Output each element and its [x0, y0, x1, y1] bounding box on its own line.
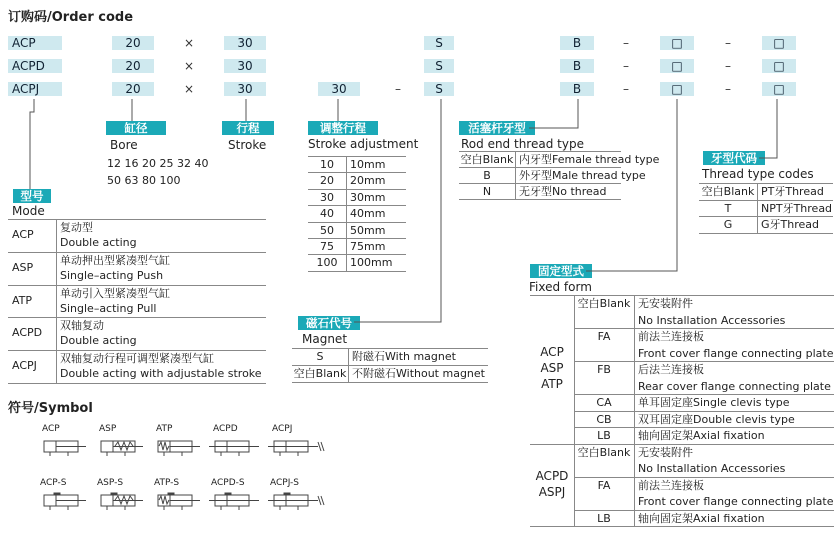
stroke-adj-code: 50 — [320, 223, 334, 237]
fixed-en: Front cover flange connecting plate — [638, 346, 834, 360]
stroke-label: 行程 — [222, 121, 274, 135]
order-dash-1: – — [623, 59, 629, 73]
symbol-label-s: ACP-S — [40, 478, 67, 488]
stroke-adj-desc: 20mm — [350, 174, 386, 188]
order-times-sign: × — [184, 82, 195, 96]
fixed-cn: 前法兰连接板 — [638, 478, 704, 492]
magnet-connector — [354, 99, 441, 322]
fixed-code: LB — [597, 511, 611, 525]
magnet-code: S — [316, 350, 324, 363]
cylinder-symbol-icon — [268, 490, 328, 512]
magnet-desc: 附磁石With magnet — [352, 350, 456, 363]
fixed-cn: 轴向固定架Axial fixation — [638, 511, 765, 525]
fixed-model: ASP — [540, 361, 564, 376]
order-rod-cell: B — [560, 59, 594, 73]
rod-thread-en: Rod end thread type — [461, 137, 584, 151]
fixed-model: ACPD — [535, 468, 569, 483]
fixed-cn: 无安装附件 — [638, 297, 693, 310]
symbol-label-s: ATP-S — [154, 478, 180, 488]
thread-code-desc: PT牙Thread — [761, 185, 824, 198]
fixed-code: FA — [597, 330, 611, 343]
order-dash-2: – — [725, 82, 731, 96]
symbol-label: ACPD — [213, 424, 238, 434]
fixed-code: CA — [596, 396, 612, 409]
fixed-code: 空白Blank — [577, 297, 631, 310]
fixed-form-label: 固定型式 — [530, 264, 592, 278]
cylinder-symbol-icon — [152, 490, 212, 512]
fixed-cn: 后法兰连接板 — [638, 363, 704, 376]
order-bore-cell: 20 — [112, 82, 154, 96]
thread-code-connector — [759, 99, 777, 158]
fixed-cn: 双耳固定座Double clevis type — [638, 412, 795, 426]
cylinder-symbol-icon — [95, 490, 155, 512]
cylinder-symbol-icon — [152, 436, 212, 458]
order-rod-cell: B — [560, 36, 594, 50]
rod-thread-code: 空白Blank — [460, 153, 514, 166]
rod-thread-label: 活塞杆牙型 — [459, 121, 535, 135]
symbol-title: 符号/Symbol — [8, 401, 93, 416]
mode-cn: 双轴复动行程可调型紧凑型气缸 — [60, 352, 214, 366]
mode-label: 型号 — [13, 189, 51, 203]
symbol-label: ASP — [99, 424, 117, 434]
thread-code-code: T — [724, 201, 732, 215]
order-stroke-cell: 30 — [224, 82, 266, 96]
mode-en: Double acting with adjustable stroke — [60, 367, 262, 381]
mode-en: Single–acting Pull — [60, 301, 157, 315]
order-magnet-cell: S — [424, 59, 454, 73]
stroke-adj-desc: 75mm — [350, 240, 386, 253]
cylinder-symbol-icon — [95, 436, 155, 458]
rod-thread-desc: 外牙型Male thread type — [519, 169, 646, 182]
stroke-adj-code: 20 — [320, 174, 334, 188]
order-adj-cell: 30 — [318, 82, 360, 96]
symbol-label: ATP — [156, 424, 173, 434]
fixed-cn: 前法兰连接板 — [638, 330, 704, 343]
mode-cn: 复动型 — [60, 221, 93, 234]
fixed-en: No Installation Accessories — [638, 462, 786, 475]
bore-label: 缸径 — [106, 121, 166, 135]
thread-code-desc: G牙Thread — [761, 218, 819, 231]
order-rod-cell: B — [560, 82, 594, 96]
rod-thread-desc: 无牙型No thread — [519, 185, 607, 198]
magnet-code: 空白Blank — [293, 367, 347, 380]
stroke-adj-label: 调整行程 — [308, 121, 378, 135]
mode-code: ASP — [12, 260, 34, 274]
order-model-cell: ACPJ — [8, 82, 62, 96]
stroke-adj-desc: 30mm — [350, 190, 386, 204]
stroke-adj-code: 100 — [316, 256, 338, 270]
mode-code: ACPJ — [12, 359, 37, 373]
symbol-label: ACPJ — [272, 424, 293, 434]
stroke-adj-code: 40 — [320, 207, 334, 221]
stroke-adj-desc: 50mm — [350, 223, 386, 237]
magnet-en: Magnet — [302, 332, 348, 346]
order-bore-cell: 20 — [112, 59, 154, 73]
order-code-title: 订购码/Order code — [8, 10, 134, 25]
cylinder-symbol-icon — [38, 490, 98, 512]
order-dash-1: – — [623, 82, 629, 96]
order-box-1: □ — [660, 59, 694, 73]
fixed-code: LB — [597, 429, 611, 442]
fixed-form-en: Fixed form — [529, 280, 592, 294]
rod-thread-desc: 内牙型Female thread type — [519, 153, 660, 166]
thread-code-code: G — [723, 218, 733, 231]
stroke-adj-code: 10 — [320, 158, 334, 171]
mode-code: ACP — [12, 228, 34, 241]
fixed-en: No Installation Accessories — [638, 313, 786, 327]
mode-connector — [30, 99, 34, 189]
order-box-1: □ — [660, 82, 694, 96]
mode-en: Single–acting Push — [60, 268, 164, 282]
mode-cn: 双轴复动 — [60, 319, 104, 333]
thread-code-desc: NPT牙Thread — [761, 201, 833, 215]
order-dash-2: – — [725, 59, 731, 73]
stroke-adj-code: 30 — [320, 190, 334, 204]
stroke-adj-desc: 40mm — [350, 207, 386, 221]
mode-en: Mode — [12, 204, 45, 218]
magnet-desc: 不附磁石Without magnet — [352, 367, 485, 380]
fixed-code: CB — [596, 412, 612, 426]
rod-thread-connector — [529, 99, 578, 128]
stroke-adj-desc: 100mm — [350, 256, 393, 270]
cylinder-symbol-icon — [38, 436, 98, 458]
thread-code-label: 牙型代码 — [703, 151, 765, 165]
stroke-adj-desc: 10mm — [350, 158, 386, 171]
mode-cn: 单动押出型紧凑型气缸 — [60, 253, 170, 267]
rod-thread-code: N — [482, 185, 492, 198]
order-stroke-cell: 30 — [224, 59, 266, 73]
cylinder-symbol-icon — [209, 490, 269, 512]
mode-code: ACPD — [12, 326, 43, 340]
order-box-2: □ — [762, 36, 796, 50]
order-magnet-cell: S — [424, 36, 454, 50]
fixed-cn: 轴向固定架Axial fixation — [638, 429, 765, 442]
bore-values-row2: 50 63 80 100 — [107, 174, 181, 187]
order-adj-dash: – — [395, 82, 401, 96]
mode-en: Double acting — [60, 236, 137, 249]
fixed-code: 空白Blank — [577, 445, 631, 459]
fixed-code: FB — [597, 363, 611, 376]
rod-thread-code: B — [483, 169, 491, 182]
fixed-en: Front cover flange connecting plate — [638, 495, 834, 508]
stroke-en: Stroke — [228, 138, 267, 152]
order-times-sign: × — [184, 36, 195, 50]
symbol-label-s: ACPD-S — [211, 478, 245, 488]
fixed-code: FA — [597, 478, 611, 492]
fixed-cn: 无安装附件 — [638, 445, 693, 459]
fixed-form-connector — [586, 99, 677, 271]
mode-en: Double acting — [60, 334, 137, 348]
symbol-label-s: ASP-S — [97, 478, 124, 488]
thread-code-code: 空白Blank — [701, 185, 755, 198]
order-bore-cell: 20 — [112, 36, 154, 50]
symbol-label-s: ACPJ-S — [270, 478, 300, 488]
mode-cn: 单动引入型紧凑型气缸 — [60, 286, 170, 300]
magnet-label: 磁石代号 — [298, 316, 360, 330]
order-box-2: □ — [762, 82, 796, 96]
cylinder-symbol-icon — [268, 436, 328, 458]
order-box-2: □ — [762, 59, 796, 73]
symbol-label: ACP — [42, 424, 60, 434]
fixed-model: ACP — [540, 345, 564, 360]
order-dash-1: – — [623, 36, 629, 50]
fixed-model: ATP — [541, 377, 563, 392]
fixed-en: Rear cover flange connecting plate — [638, 379, 831, 393]
order-model-cell: ACP — [8, 36, 62, 50]
mode-code: ATP — [12, 293, 33, 307]
fixed-cn: 单耳固定座Single clevis type — [638, 396, 790, 409]
bore-en: Bore — [110, 138, 138, 152]
stroke-adj-en: Stroke adjustment — [308, 137, 419, 151]
order-magnet-cell: S — [424, 82, 454, 96]
cylinder-symbol-icon — [209, 436, 269, 458]
thread-code-en: Thread type codes — [702, 167, 814, 181]
order-times-sign: × — [184, 59, 195, 73]
order-stroke-cell: 30 — [224, 36, 266, 50]
fixed-model: ASPJ — [538, 484, 566, 499]
order-dash-2: – — [725, 36, 731, 50]
order-model-cell: ACPD — [8, 59, 62, 73]
bore-values-row1: 12 16 20 25 32 40 — [107, 157, 209, 170]
order-box-1: □ — [660, 36, 694, 50]
stroke-adj-code: 75 — [320, 240, 334, 253]
